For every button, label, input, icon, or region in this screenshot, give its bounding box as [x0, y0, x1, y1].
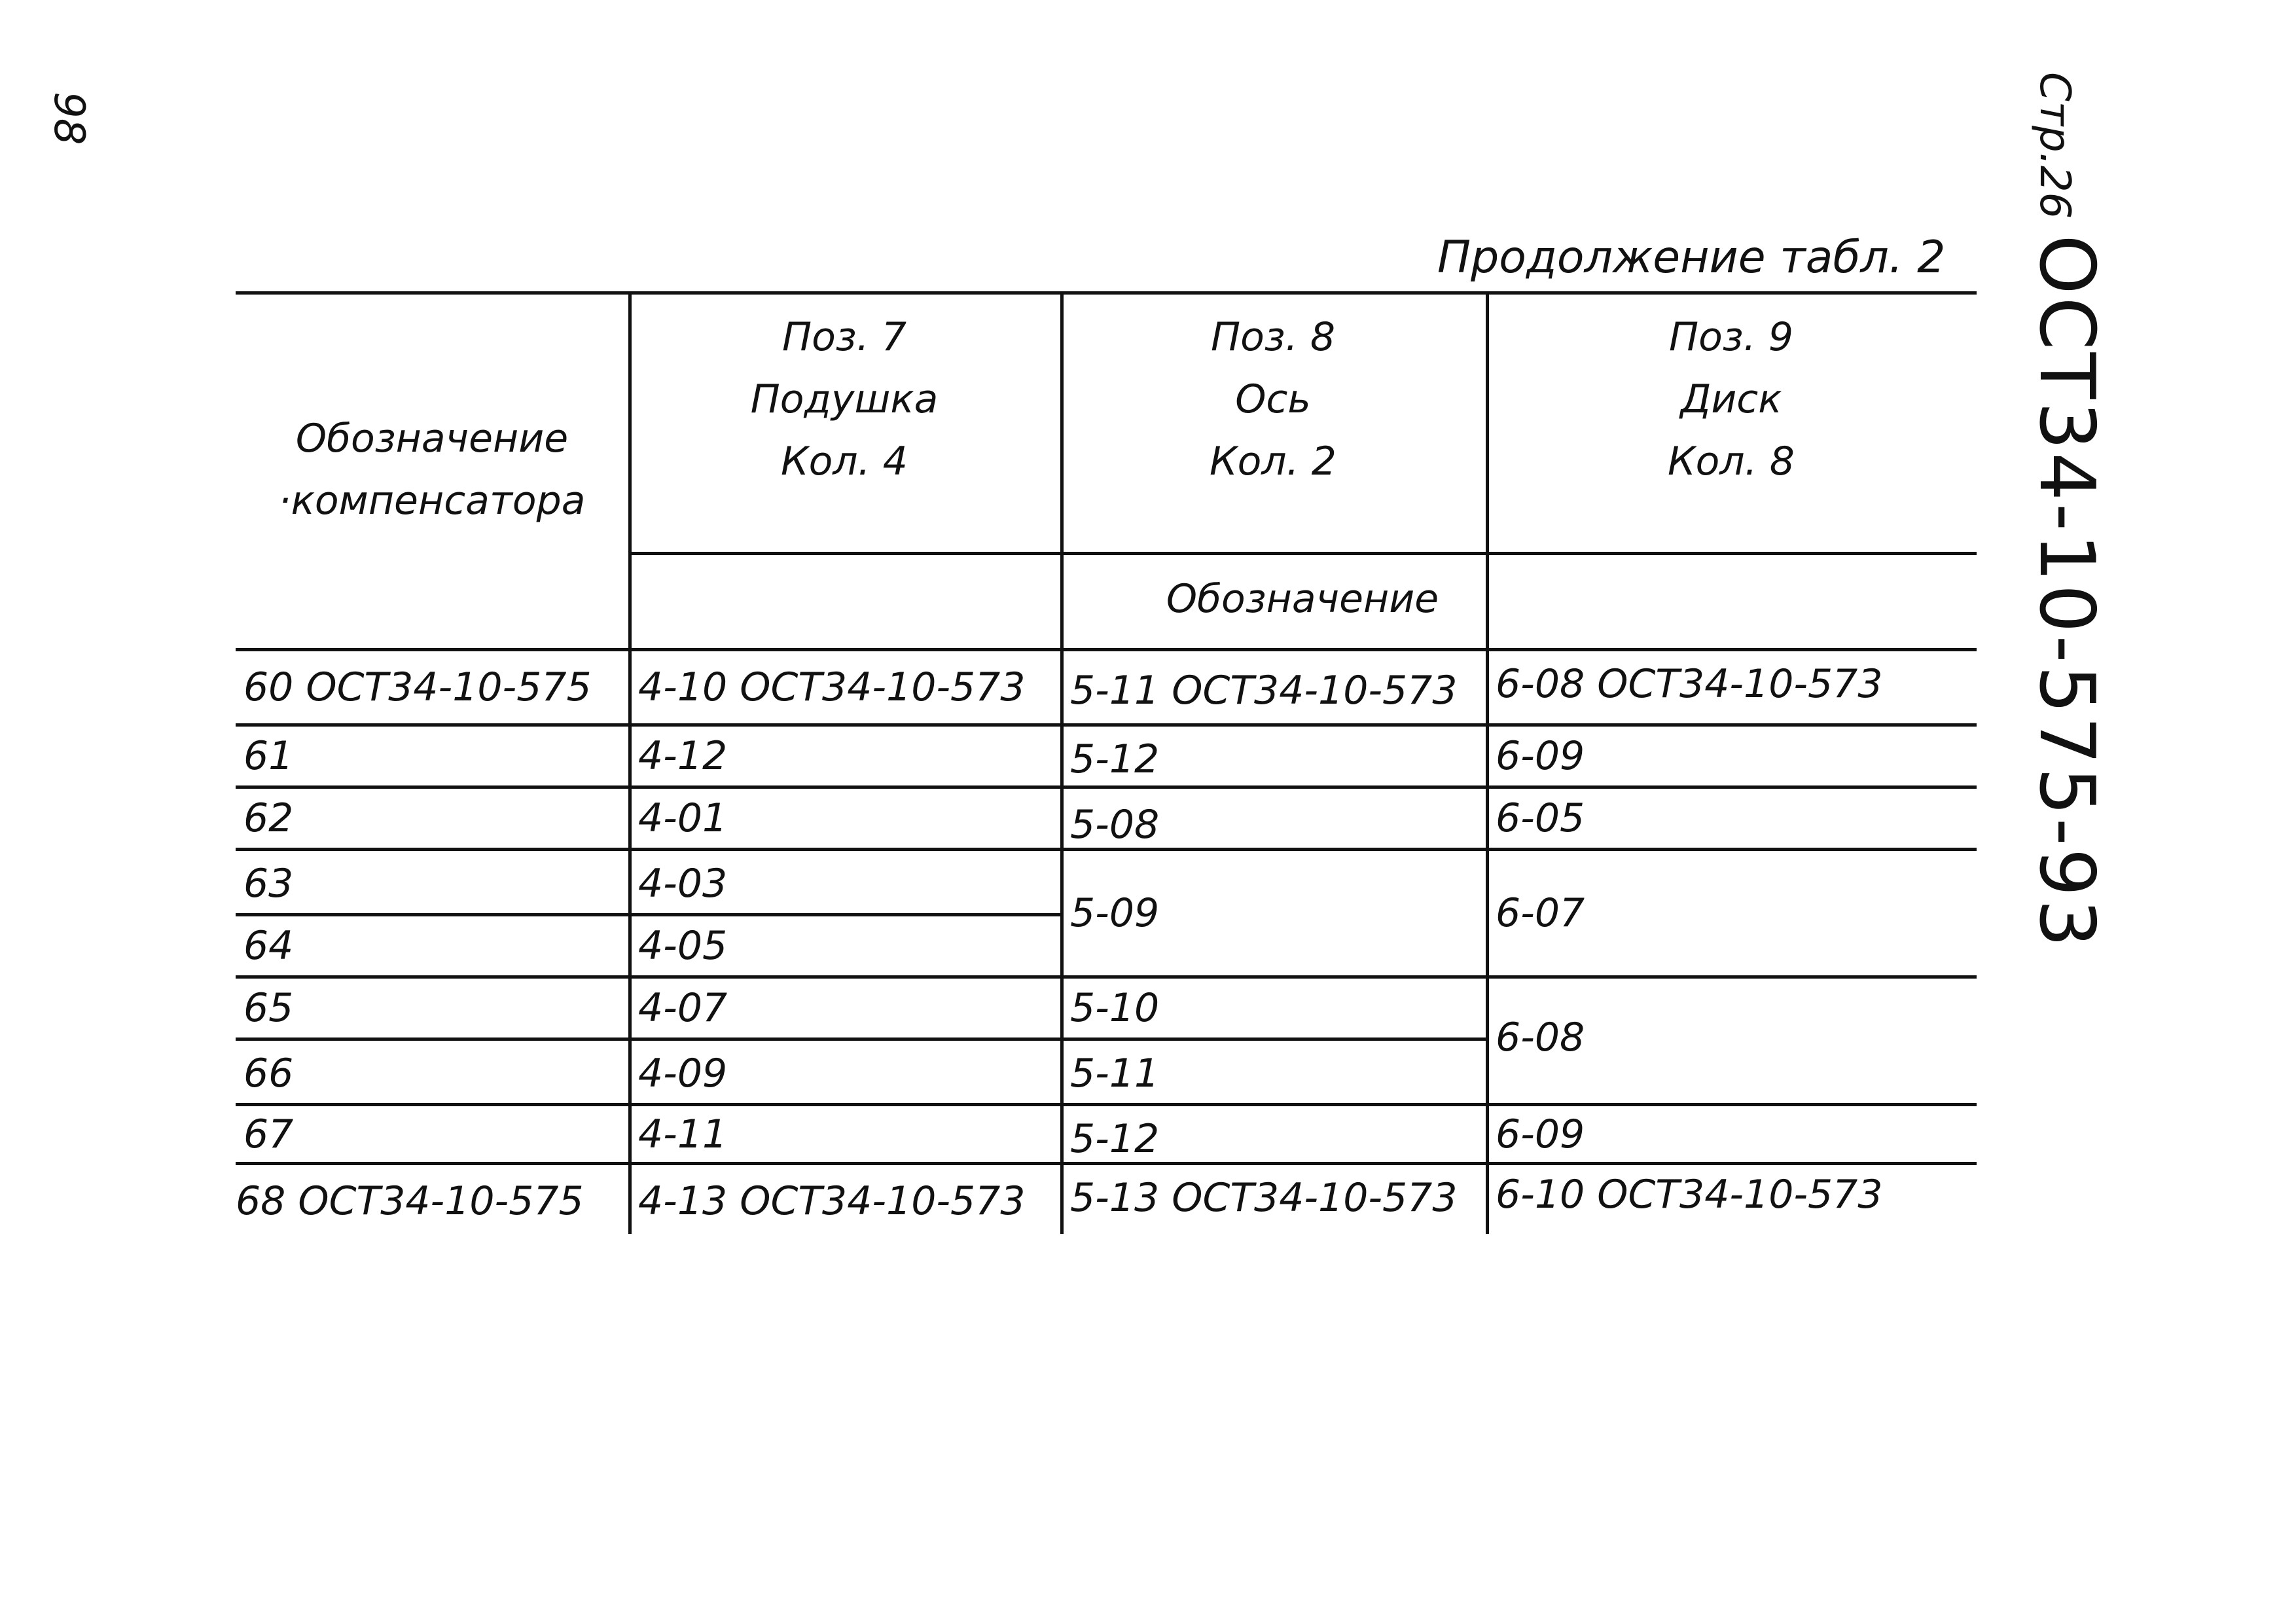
column-rule — [628, 291, 632, 1234]
table-top-rule — [236, 291, 1977, 295]
col1-header-name: Подушка — [750, 376, 939, 422]
col2-header-pos: Поз. 8 — [1210, 314, 1336, 360]
table-cell: 6-09 — [1496, 733, 1585, 779]
designation-header: Обозначение — [1166, 576, 1439, 622]
table-cell: 5-11 ОСТ34-10-573 — [1070, 668, 1458, 713]
table-cell: 4-05 — [638, 923, 728, 969]
col3-header-qty: Кол. 8 — [1668, 439, 1795, 484]
column-rule — [1060, 291, 1064, 1234]
table-cell: 5-12 — [1070, 736, 1160, 782]
column-rule — [1486, 291, 1489, 1234]
table-cell: 4-09 — [638, 1051, 728, 1096]
table-cell: 4-01 — [638, 795, 728, 841]
col1-header-pos: Поз. 7 — [781, 314, 907, 360]
table-cell: 4-13 ОСТ34-10-573 — [638, 1178, 1026, 1224]
header-split-rule — [628, 552, 1977, 555]
table-cell: 64 — [243, 923, 294, 969]
table-cell: 6-08 ОСТ34-10-573 — [1496, 661, 1883, 707]
table-cell: 4-03 — [638, 861, 728, 907]
table-continuation-note: Продолжение табл. 2 — [1437, 232, 1946, 283]
col0-header-line1: Обозначение — [295, 416, 569, 461]
table-cell: 5-12 — [1070, 1116, 1160, 1162]
row-rule — [236, 1038, 1486, 1041]
table-cell: 4-07 — [638, 985, 728, 1031]
table-cell: 66 — [243, 1051, 294, 1096]
row-rule — [236, 848, 1977, 851]
row-rule — [236, 785, 1977, 789]
col3-header-name: Диск — [1680, 376, 1782, 422]
col0-header-line2: ·компенсатора — [278, 478, 586, 524]
table-cell: 5-13 ОСТ34-10-573 — [1070, 1175, 1458, 1221]
designation-table — [236, 291, 1977, 1234]
table-cell: 61 — [243, 733, 294, 779]
row-rule — [236, 1103, 1977, 1106]
row-rule — [236, 913, 1060, 916]
table-cell: 62 — [243, 795, 294, 841]
header-bottom-rule — [236, 648, 1977, 651]
col1-header-qty: Кол. 4 — [781, 439, 908, 484]
table-cell: 4-12 — [638, 733, 728, 779]
col2-header-qty: Кол. 2 — [1210, 439, 1336, 484]
table-cell: 6-10 ОСТ34-10-573 — [1496, 1172, 1883, 1218]
table-cell: 63 — [243, 861, 294, 907]
table-cell: 5-09 — [1070, 890, 1160, 936]
page-label: Стр.26 — [2030, 72, 2079, 219]
col3-header-pos: Поз. 9 — [1668, 314, 1794, 360]
table-cell: 4-10 ОСТ34-10-573 — [638, 664, 1026, 710]
table-cell: 68 ОСТ34-10-575 — [236, 1178, 584, 1224]
table-cell: 5-11 — [1070, 1051, 1160, 1096]
table-cell: 5-08 — [1070, 802, 1160, 848]
row-rule — [236, 975, 1977, 979]
table-cell: 60 ОСТ34-10-575 — [243, 664, 592, 710]
table-cell: 6-07 — [1496, 890, 1585, 936]
row-rule — [236, 723, 1977, 727]
row-rule — [236, 1162, 1977, 1165]
table-cell: 67 — [243, 1111, 294, 1157]
col2-header-name: Ось — [1235, 376, 1311, 422]
table-cell: 6-09 — [1496, 1111, 1585, 1157]
table-cell: 6-05 — [1496, 795, 1585, 841]
table-cell: 65 — [243, 985, 294, 1031]
table-cell: 6-08 — [1496, 1015, 1585, 1060]
standard-code: ОСТ34-10-575-93 — [2022, 234, 2111, 950]
table-cell: 4-11 — [638, 1111, 728, 1157]
side-header — [2022, 72, 2111, 950]
table-cell: 5-10 — [1070, 985, 1160, 1031]
page-number: 98 — [45, 92, 93, 145]
